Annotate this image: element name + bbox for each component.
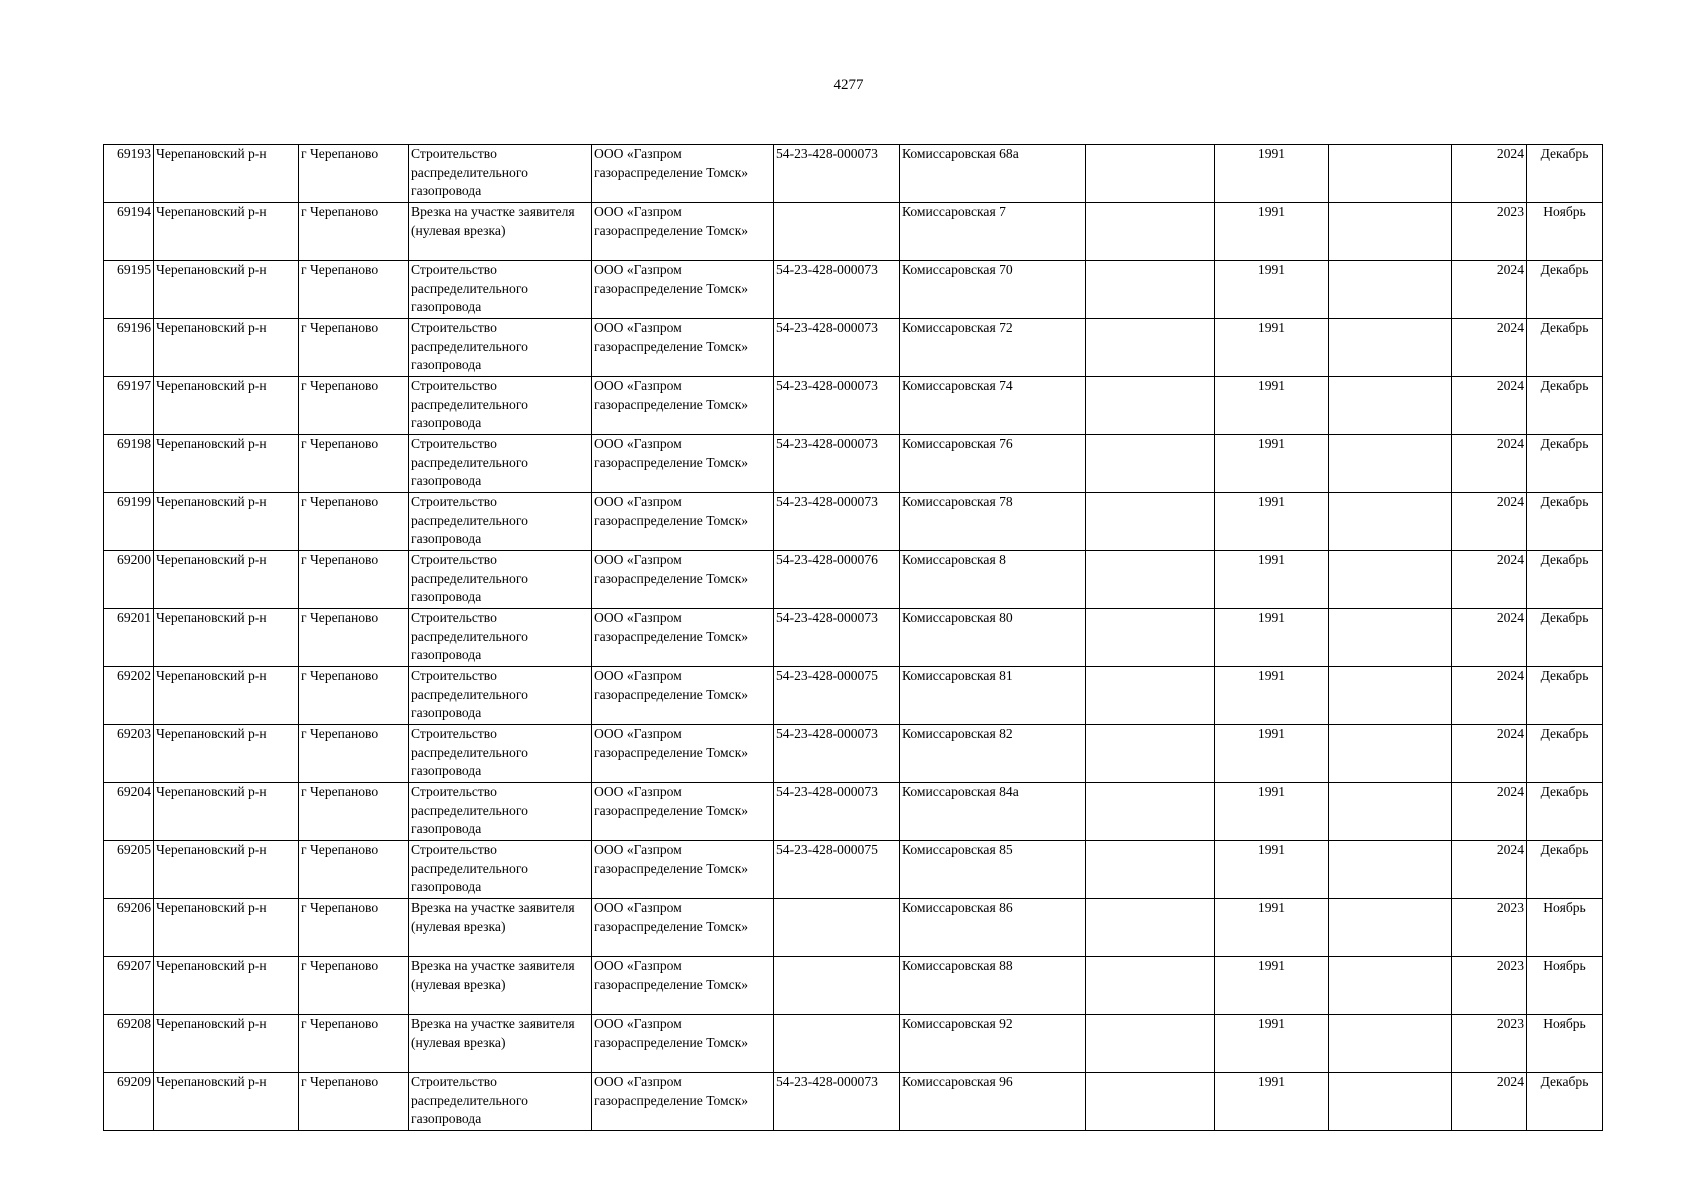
cell-district: Черепановский р-н	[154, 493, 299, 551]
cell-object-code	[774, 1015, 900, 1073]
cell-organization: ООО «Газпром газораспределение Томск»	[592, 667, 774, 725]
cell-empty	[1329, 435, 1452, 493]
cell-district: Черепановский р-н	[154, 435, 299, 493]
cell-plan-year: 2024	[1452, 1073, 1527, 1131]
cell-empty	[1086, 841, 1215, 899]
cell-plan-year: 2024	[1452, 377, 1527, 435]
cell-empty	[1086, 261, 1215, 319]
cell-number: 69209	[104, 1073, 154, 1131]
cell-empty	[1329, 493, 1452, 551]
cell-plan-year: 2024	[1452, 841, 1527, 899]
cell-organization: ООО «Газпром газораспределение Томск»	[592, 493, 774, 551]
cell-address: Комиссаровская 8	[900, 551, 1086, 609]
cell-plan-year: 2023	[1452, 203, 1527, 261]
cell-number: 69198	[104, 435, 154, 493]
table-row	[104, 261, 1603, 319]
table-row	[104, 435, 1603, 493]
cell-organization: ООО «Газпром газораспределение Томск»	[592, 725, 774, 783]
cell-object-code: 54-23-428-000076	[774, 551, 900, 609]
cell-empty	[1086, 609, 1215, 667]
cell-number: 69204	[104, 783, 154, 841]
cell-locality: г Черепаново	[299, 319, 409, 377]
cell-organization: ООО «Газпром газораспределение Томск»	[592, 203, 774, 261]
table-row	[104, 609, 1603, 667]
cell-district: Черепановский р-н	[154, 899, 299, 957]
cell-month: Декабрь	[1527, 667, 1603, 725]
cell-empty	[1329, 319, 1452, 377]
table-row	[104, 1015, 1603, 1073]
cell-address: Комиссаровская 76	[900, 435, 1086, 493]
cell-locality: г Черепаново	[299, 435, 409, 493]
cell-number: 69200	[104, 551, 154, 609]
cell-district: Черепановский р-н	[154, 667, 299, 725]
cell-locality: г Черепаново	[299, 725, 409, 783]
cell-locality: г Черепаново	[299, 493, 409, 551]
cell-plan-year: 2023	[1452, 899, 1527, 957]
cell-district: Черепановский р-н	[154, 783, 299, 841]
cell-organization: ООО «Газпром газораспределение Томск»	[592, 899, 774, 957]
cell-month: Декабрь	[1527, 551, 1603, 609]
cell-organization: ООО «Газпром газораспределение Томск»	[592, 145, 774, 203]
cell-address: Комиссаровская 84а	[900, 783, 1086, 841]
cell-month: Ноябрь	[1527, 203, 1603, 261]
cell-work-type: Строительство распределительного газопровода	[409, 725, 592, 783]
cell-locality: г Черепаново	[299, 377, 409, 435]
cell-address: Комиссаровская 72	[900, 319, 1086, 377]
cell-plan-year: 2024	[1452, 667, 1527, 725]
cell-empty	[1329, 377, 1452, 435]
cell-empty	[1329, 957, 1452, 1015]
cell-object-code: 54-23-428-000075	[774, 841, 900, 899]
cell-number: 69194	[104, 203, 154, 261]
cell-year: 1991	[1215, 667, 1329, 725]
cell-locality: г Черепаново	[299, 551, 409, 609]
cell-year: 1991	[1215, 1015, 1329, 1073]
cell-plan-year: 2024	[1452, 551, 1527, 609]
cell-empty	[1086, 725, 1215, 783]
cell-plan-year: 2024	[1452, 145, 1527, 203]
cell-empty	[1329, 783, 1452, 841]
cell-empty	[1086, 145, 1215, 203]
cell-year: 1991	[1215, 145, 1329, 203]
cell-month: Декабрь	[1527, 145, 1603, 203]
cell-object-code	[774, 203, 900, 261]
cell-plan-year: 2024	[1452, 493, 1527, 551]
cell-number: 69206	[104, 899, 154, 957]
cell-work-type: Строительство распределительного газопровода	[409, 841, 592, 899]
cell-empty	[1086, 1073, 1215, 1131]
cell-month: Декабрь	[1527, 783, 1603, 841]
cell-work-type: Строительство распределительного газопровода	[409, 493, 592, 551]
cell-empty	[1086, 203, 1215, 261]
cell-work-type: Врезка на участке заявителя (нулевая врезка)	[409, 957, 592, 1015]
cell-locality: г Черепаново	[299, 1073, 409, 1131]
cell-number: 69196	[104, 319, 154, 377]
cell-locality: г Черепаново	[299, 783, 409, 841]
cell-locality: г Черепаново	[299, 667, 409, 725]
cell-object-code: 54-23-428-000073	[774, 493, 900, 551]
cell-empty	[1086, 551, 1215, 609]
cell-year: 1991	[1215, 377, 1329, 435]
cell-month: Декабрь	[1527, 725, 1603, 783]
cell-district: Черепановский р-н	[154, 725, 299, 783]
gasification-registry-table	[103, 144, 1603, 1131]
table-row	[104, 319, 1603, 377]
cell-district: Черепановский р-н	[154, 377, 299, 435]
cell-empty	[1086, 377, 1215, 435]
cell-month: Декабрь	[1527, 1073, 1603, 1131]
cell-year: 1991	[1215, 435, 1329, 493]
cell-year: 1991	[1215, 203, 1329, 261]
cell-district: Черепановский р-н	[154, 1073, 299, 1131]
cell-object-code: 54-23-428-000073	[774, 783, 900, 841]
cell-object-code	[774, 899, 900, 957]
cell-empty	[1086, 319, 1215, 377]
table-body	[104, 145, 1603, 1131]
cell-number: 69197	[104, 377, 154, 435]
cell-work-type: Врезка на участке заявителя (нулевая врезка)	[409, 203, 592, 261]
cell-object-code	[774, 957, 900, 1015]
cell-year: 1991	[1215, 319, 1329, 377]
cell-object-code: 54-23-428-000073	[774, 145, 900, 203]
table-row	[104, 493, 1603, 551]
cell-work-type: Строительство распределительного газопровода	[409, 319, 592, 377]
cell-object-code: 54-23-428-000073	[774, 1073, 900, 1131]
cell-address: Комиссаровская 88	[900, 957, 1086, 1015]
cell-work-type: Врезка на участке заявителя (нулевая врезка)	[409, 1015, 592, 1073]
cell-organization: ООО «Газпром газораспределение Томск»	[592, 261, 774, 319]
cell-month: Ноябрь	[1527, 1015, 1603, 1073]
cell-year: 1991	[1215, 957, 1329, 1015]
cell-month: Декабрь	[1527, 377, 1603, 435]
cell-work-type: Строительство распределительного газопровода	[409, 1073, 592, 1131]
cell-address: Комиссаровская 82	[900, 725, 1086, 783]
cell-organization: ООО «Газпром газораспределение Томск»	[592, 319, 774, 377]
table-row	[104, 145, 1603, 203]
cell-locality: г Черепаново	[299, 145, 409, 203]
table-row	[104, 957, 1603, 1015]
cell-plan-year: 2024	[1452, 783, 1527, 841]
cell-address: Комиссаровская 70	[900, 261, 1086, 319]
cell-work-type: Строительство распределительного газопровода	[409, 261, 592, 319]
cell-number: 69201	[104, 609, 154, 667]
cell-district: Черепановский р-н	[154, 551, 299, 609]
table-row	[104, 667, 1603, 725]
cell-year: 1991	[1215, 551, 1329, 609]
cell-empty	[1086, 899, 1215, 957]
cell-number: 69199	[104, 493, 154, 551]
cell-locality: г Черепаново	[299, 957, 409, 1015]
cell-work-type: Строительство распределительного газопровода	[409, 783, 592, 841]
cell-district: Черепановский р-н	[154, 145, 299, 203]
cell-plan-year: 2024	[1452, 261, 1527, 319]
cell-month: Ноябрь	[1527, 899, 1603, 957]
cell-empty	[1086, 493, 1215, 551]
cell-locality: г Черепаново	[299, 609, 409, 667]
cell-plan-year: 2024	[1452, 725, 1527, 783]
cell-empty	[1329, 841, 1452, 899]
cell-month: Декабрь	[1527, 319, 1603, 377]
cell-month: Декабрь	[1527, 435, 1603, 493]
cell-address: Комиссаровская 85	[900, 841, 1086, 899]
table-row	[104, 551, 1603, 609]
cell-address: Комиссаровская 7	[900, 203, 1086, 261]
cell-empty	[1086, 435, 1215, 493]
cell-plan-year: 2023	[1452, 1015, 1527, 1073]
cell-empty	[1329, 1073, 1452, 1131]
cell-empty	[1329, 725, 1452, 783]
cell-number: 69208	[104, 1015, 154, 1073]
cell-organization: ООО «Газпром газораспределение Томск»	[592, 1073, 774, 1131]
cell-empty	[1329, 203, 1452, 261]
cell-year: 1991	[1215, 783, 1329, 841]
cell-month: Ноябрь	[1527, 957, 1603, 1015]
cell-month: Декабрь	[1527, 261, 1603, 319]
cell-empty	[1086, 783, 1215, 841]
cell-plan-year: 2024	[1452, 609, 1527, 667]
cell-number: 69195	[104, 261, 154, 319]
page-number: 4277	[833, 77, 864, 93]
cell-address: Комиссаровская 80	[900, 609, 1086, 667]
cell-work-type: Врезка на участке заявителя (нулевая врезка)	[409, 899, 592, 957]
cell-year: 1991	[1215, 493, 1329, 551]
cell-year: 1991	[1215, 261, 1329, 319]
cell-organization: ООО «Газпром газораспределение Томск»	[592, 783, 774, 841]
cell-empty	[1329, 145, 1452, 203]
cell-address: Комиссаровская 78	[900, 493, 1086, 551]
cell-month: Декабрь	[1527, 841, 1603, 899]
cell-address: Комиссаровская 81	[900, 667, 1086, 725]
cell-empty	[1329, 609, 1452, 667]
cell-address: Комиссаровская 68а	[900, 145, 1086, 203]
cell-year: 1991	[1215, 1073, 1329, 1131]
cell-number: 69202	[104, 667, 154, 725]
table-row	[104, 899, 1603, 957]
cell-work-type: Строительство распределительного газопровода	[409, 551, 592, 609]
cell-organization: ООО «Газпром газораспределение Томск»	[592, 957, 774, 1015]
cell-district: Черепановский р-н	[154, 319, 299, 377]
cell-object-code: 54-23-428-000073	[774, 319, 900, 377]
cell-locality: г Черепаново	[299, 1015, 409, 1073]
cell-work-type: Строительство распределительного газопровода	[409, 609, 592, 667]
cell-object-code: 54-23-428-000073	[774, 261, 900, 319]
cell-empty	[1329, 1015, 1452, 1073]
cell-object-code: 54-23-428-000073	[774, 377, 900, 435]
cell-empty	[1086, 1015, 1215, 1073]
cell-month: Декабрь	[1527, 493, 1603, 551]
cell-organization: ООО «Газпром газораспределение Томск»	[592, 1015, 774, 1073]
cell-organization: ООО «Газпром газораспределение Томск»	[592, 551, 774, 609]
table-row	[104, 783, 1603, 841]
cell-month: Декабрь	[1527, 609, 1603, 667]
table-row	[104, 377, 1603, 435]
cell-empty	[1329, 551, 1452, 609]
cell-number: 69207	[104, 957, 154, 1015]
cell-locality: г Черепаново	[299, 261, 409, 319]
cell-work-type: Строительство распределительного газопровода	[409, 377, 592, 435]
cell-year: 1991	[1215, 841, 1329, 899]
cell-district: Черепановский р-н	[154, 841, 299, 899]
cell-plan-year: 2024	[1452, 435, 1527, 493]
cell-locality: г Черепаново	[299, 841, 409, 899]
cell-number: 69193	[104, 145, 154, 203]
cell-plan-year: 2023	[1452, 957, 1527, 1015]
table-row	[104, 203, 1603, 261]
cell-empty	[1086, 957, 1215, 1015]
cell-address: Комиссаровская 96	[900, 1073, 1086, 1131]
cell-year: 1991	[1215, 725, 1329, 783]
cell-address: Комиссаровская 92	[900, 1015, 1086, 1073]
table-row	[104, 725, 1603, 783]
cell-district: Черепановский р-н	[154, 609, 299, 667]
cell-number: 69205	[104, 841, 154, 899]
cell-object-code: 54-23-428-000075	[774, 667, 900, 725]
cell-organization: ООО «Газпром газораспределение Томск»	[592, 609, 774, 667]
cell-organization: ООО «Газпром газораспределение Томск»	[592, 841, 774, 899]
cell-empty	[1086, 667, 1215, 725]
cell-object-code: 54-23-428-000073	[774, 435, 900, 493]
cell-district: Черепановский р-н	[154, 957, 299, 1015]
cell-empty	[1329, 899, 1452, 957]
cell-organization: ООО «Газпром газораспределение Томск»	[592, 377, 774, 435]
cell-address: Комиссаровская 86	[900, 899, 1086, 957]
cell-locality: г Черепаново	[299, 203, 409, 261]
cell-year: 1991	[1215, 609, 1329, 667]
cell-district: Черепановский р-н	[154, 261, 299, 319]
cell-work-type: Строительство распределительного газопровода	[409, 667, 592, 725]
cell-district: Черепановский р-н	[154, 1015, 299, 1073]
cell-year: 1991	[1215, 899, 1329, 957]
cell-object-code: 54-23-428-000073	[774, 609, 900, 667]
cell-plan-year: 2024	[1452, 319, 1527, 377]
cell-work-type: Строительство распределительного газопровода	[409, 435, 592, 493]
cell-object-code: 54-23-428-000073	[774, 725, 900, 783]
cell-number: 69203	[104, 725, 154, 783]
table-row	[104, 1073, 1603, 1131]
cell-empty	[1329, 261, 1452, 319]
cell-organization: ООО «Газпром газораспределение Томск»	[592, 435, 774, 493]
cell-address: Комиссаровская 74	[900, 377, 1086, 435]
cell-work-type: Строительство распределительного газопровода	[409, 145, 592, 203]
cell-district: Черепановский р-н	[154, 203, 299, 261]
cell-empty	[1329, 667, 1452, 725]
table-row	[104, 841, 1603, 899]
cell-locality: г Черепаново	[299, 899, 409, 957]
